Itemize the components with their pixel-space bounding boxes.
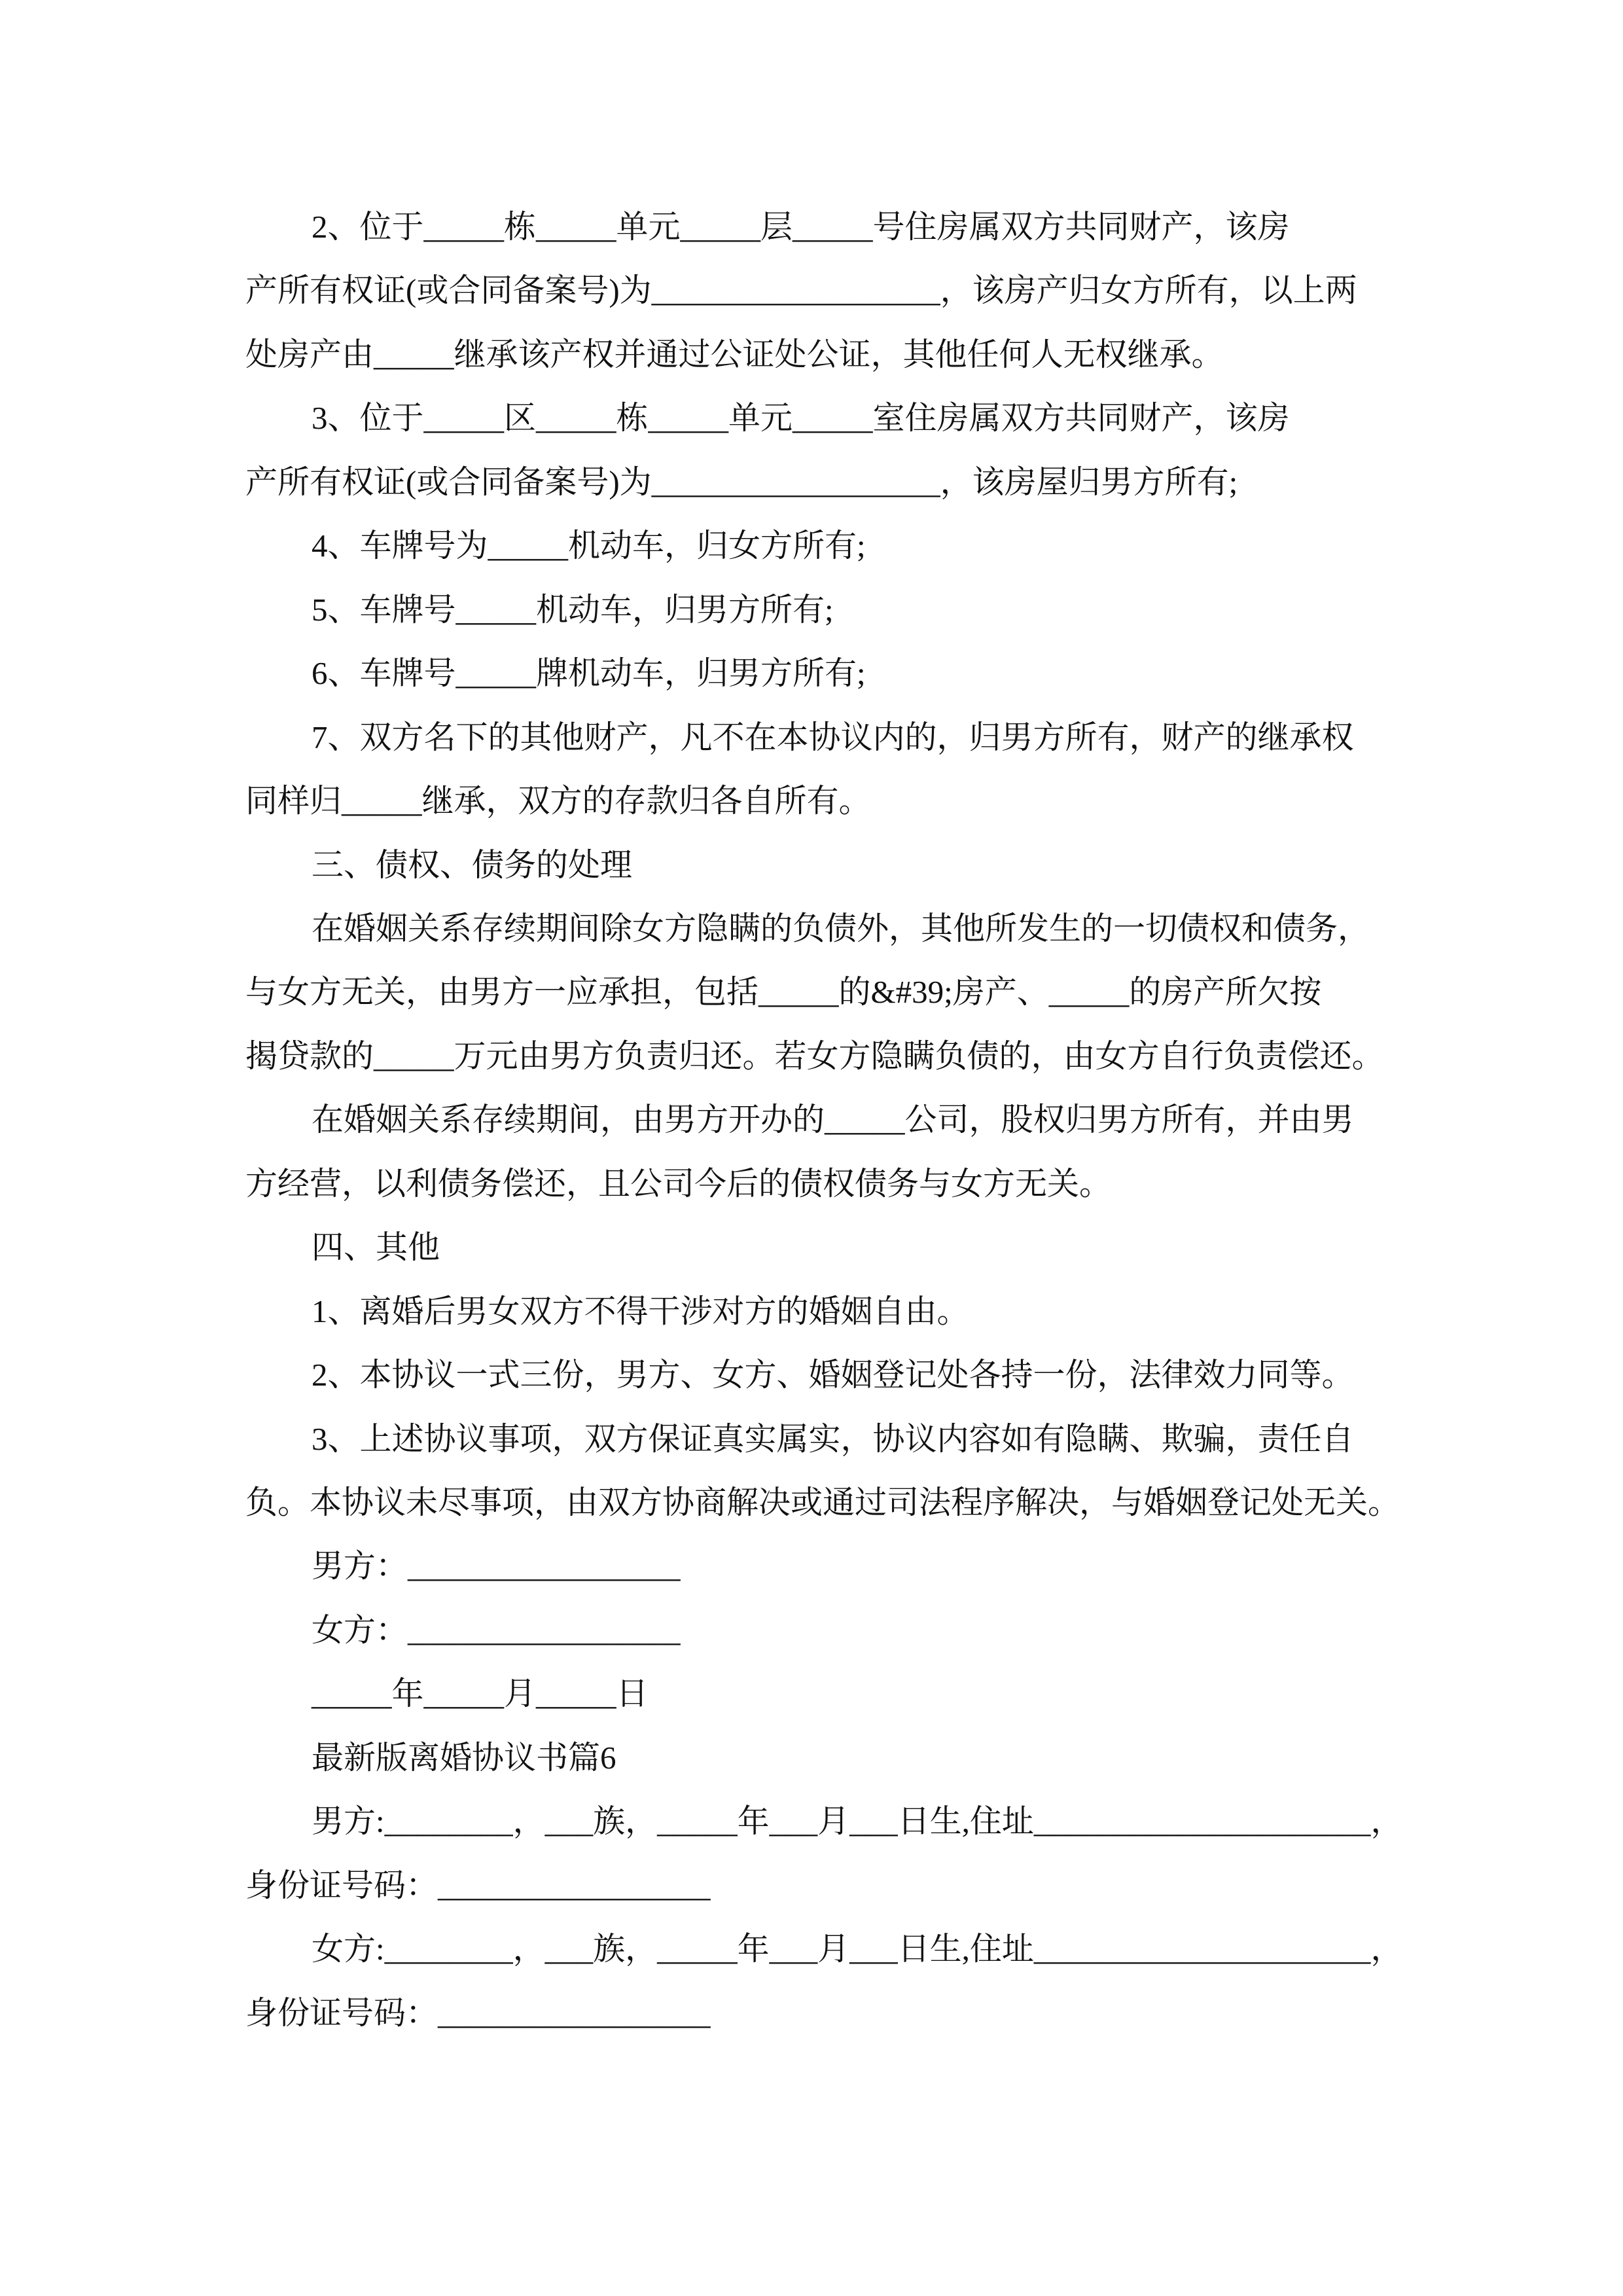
text-line: 产所有权证(或合同备案号)为__________________，该房产归女方所有，以上两 xyxy=(245,272,1357,309)
text-line: 三、债权、债务的处理 xyxy=(312,846,633,883)
text-line: 4、车牌号为_____机动车，归女方所有; xyxy=(312,528,866,564)
text-line: 3、位于_____区_____栋_____单元_____室住房属双方共同财产，该房 xyxy=(312,400,1290,437)
text-line: 2、本协议一式三份，男方、女方、婚姻登记处各持一份，法律效力同等。 xyxy=(312,1357,1354,1393)
text-line: 在婚姻关系存续期间除女方隐瞒的负债外，其他所发生的一切债权和债务， xyxy=(312,910,1370,946)
text-line: 男方：_________________ xyxy=(312,1548,681,1585)
text-line: 7、双方名下的其他财产，凡不在本协议内的，归男方所有，财产的继承权 xyxy=(312,719,1354,755)
text-line: 最新版离婚协议书篇6 xyxy=(312,1739,616,1776)
text-line: 6、车牌号_____牌机动车，归男方所有; xyxy=(312,655,866,692)
text-line: 同样归_____继承，双方的存款归各自所有。 xyxy=(245,783,871,819)
text-line: 方经营，以利债务偿还，且公司今后的债权债务与女方无关。 xyxy=(245,1165,1112,1202)
text-line: 在婚姻关系存续期间，由男方开办的_____公司，股权归男方所有，并由男 xyxy=(312,1102,1354,1138)
text-line: 1、离婚后男女双方不得干涉对方的婚姻自由。 xyxy=(312,1293,969,1329)
text-line: 负。本协议未尽事项，由双方协商解决或通过司法程序解决，与婚姻登记处无关。 xyxy=(245,1484,1400,1520)
text-line: 2、位于_____栋_____单元_____层_____号住房属双方共同财产，该房 xyxy=(312,209,1290,245)
text-line: 与女方无关，由男方一应承担，包括_____的&#39;房产、_____的房产所欠按 xyxy=(245,974,1322,1011)
text-line: 处房产由_____继承该产权并通过公证处公证，其他任何人无权继承。 xyxy=(245,336,1224,372)
text-line: 女方:________，___族，_____年___月___日生,住址_____________________， xyxy=(312,1931,1403,1967)
text-line: _____年_____月_____日 xyxy=(312,1676,649,1712)
text-line: 身份证号码：_________________ xyxy=(245,1994,711,2031)
text-line: 5、车牌号_____机动车，归男方所有; xyxy=(312,591,834,628)
text-line: 产所有权证(或合同备案号)为__________________，该房屋归男方所有; xyxy=(245,463,1238,500)
text-line: 身份证号码：_________________ xyxy=(245,1867,711,1903)
text-line: 揭贷款的_____万元由男方负责归还。若女方隐瞒负债的，由女方自行负责偿还。 xyxy=(245,1037,1384,1074)
text-line: 四、其他 xyxy=(312,1229,440,1266)
text-line: 女方：_________________ xyxy=(312,1611,681,1648)
text-line: 男方:________，___族，_____年___月___日生,住址_____________________， xyxy=(312,1803,1403,1840)
text-line: 3、上述协议事项，双方保证真实属实，协议内容如有隐瞒、欺骗，责任自 xyxy=(312,1420,1354,1457)
